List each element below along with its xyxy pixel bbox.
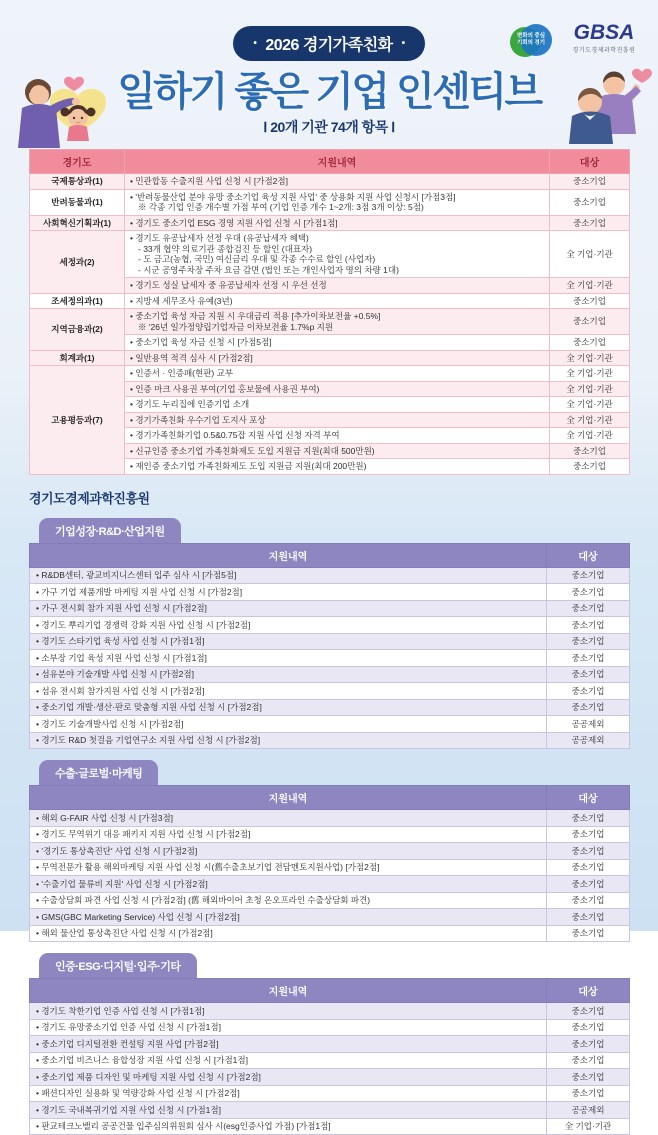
target-cell: 중소기업 — [547, 810, 630, 827]
table-row — [30, 584, 630, 601]
table-row — [30, 1019, 630, 1036]
gbsa-logo — [560, 22, 648, 54]
support-cell: • 무역전문가 활용 해외마케팅 지원 사업 신청 시(舊수출초보기업 전담멘토지원사업) [가점2점] — [30, 859, 547, 876]
table-row — [30, 732, 630, 749]
support-cell — [125, 366, 550, 382]
target-cell: 공공제외 — [547, 1102, 630, 1119]
table-row — [30, 617, 630, 634]
target-cell: 중소기업 — [547, 843, 630, 860]
support-cell: • 해외 G-FAIR 사업 신청 시 [가점3점] — [30, 810, 547, 827]
support-line: • 일반용역 적격 심사 시 [가점2점] — [130, 352, 253, 363]
support-line: - 도 금고(농협, 국민) 여신금리 우대 및 각종 수수료 할인 (사업자) — [138, 254, 376, 264]
target-cell: 중소기업 — [547, 683, 630, 700]
support-cell: • 중소기업 디지털전환 컨설팅 지원 사업 [가점2점] — [30, 1036, 547, 1053]
poster-header — [0, 0, 658, 137]
table-row — [30, 666, 630, 683]
support-line: - 시군 공영주차장 주차 요금 감면 (법인 또는 개인사업자 명의 차량 1대) — [138, 264, 399, 275]
support-line: • 경기가족친화 우수기업 도지사 포상 — [130, 414, 266, 425]
support-cell — [125, 309, 550, 335]
support-cell: • 경기도 기술개발사업 신청 시 [가점2점] — [30, 716, 547, 733]
support-cell — [125, 428, 550, 444]
target-cell: 중소기업 — [550, 459, 630, 475]
target-cell: 중소기업 — [547, 1036, 630, 1053]
table-row — [30, 174, 630, 190]
dept-cell: 국제통상과(1) — [30, 174, 125, 190]
support-line: • 중소기업 육성 자금 지원 시 우대금리 적용 [추가이차보전율 +0.5%] — [130, 311, 381, 321]
target-cell: 중소기업 — [547, 892, 630, 909]
col-header-target: 대상 — [547, 543, 630, 567]
support-cell: • 중소기업 개발·생산·판로 맞춤형 지원 사업 신청 시 [가점2점] — [30, 699, 547, 716]
target-cell: 全 기업·기관 — [550, 428, 630, 444]
target-cell: 全 기업·기관 — [550, 278, 630, 294]
dept-cell: 세정과(2) — [30, 231, 125, 294]
col-header-support: 지원내역 — [30, 543, 547, 567]
table-row — [30, 215, 630, 231]
target-cell: 중소기업 — [547, 567, 630, 584]
table-row — [30, 189, 630, 215]
table-row — [30, 231, 630, 278]
support-cell: • 판교테크노밸리 공공건물 입주심의위원회 심사 시(esg인증사업 가점) [가점1점] — [30, 1118, 547, 1135]
badge-dot-left: • — [253, 37, 257, 49]
target-cell: 全 기업·기관 — [550, 231, 630, 278]
support-cell: • 가구 전시회 참가 지원 사업 신청 시 [가점2점] — [30, 600, 547, 617]
support-cell: • 해외 물산업 통상촉진단 사업 신청 시 [가점2점] — [30, 925, 547, 942]
table-row — [30, 1102, 630, 1119]
support-line: • 경기가족친화기업 0.5&0.75잡 지원 사업 신청 자격 부여 — [130, 430, 340, 440]
export-global-table — [29, 785, 630, 942]
tab-cert-esg-digital: 인증·ESG·디지털·입주·기타 — [39, 953, 197, 978]
table-header-row — [30, 543, 630, 567]
support-cell — [125, 335, 550, 351]
support-cell: • 경기도 착한기업 인증 사업 신청 시 [가점1점] — [30, 1003, 547, 1020]
target-cell: 중소기업 — [550, 174, 630, 190]
support-cell: • 경기도 뿌리기업 경쟁력 강화 지원 사업 신청 시 [가점2점] — [30, 617, 547, 634]
support-line: - 33개 협약 의료기관 종합검진 등 할인 (대표자) — [138, 243, 313, 254]
family-illustration-right — [554, 64, 658, 144]
dept-cell: 사회혁신기획과(1) — [30, 215, 125, 231]
support-line: • 인증 마크 사용권 부여(기업 홍보물에 사용권 부여) — [130, 383, 320, 394]
target-cell: 중소기업 — [547, 1069, 630, 1086]
col-header-dept: 경기도 — [30, 150, 125, 174]
support-cell — [125, 350, 550, 366]
table-header-row — [30, 786, 630, 810]
support-cell: • 중소기업 제품 디자인 및 마케팅 지원 사업 신청 시 [가점2점] — [30, 1069, 547, 1086]
col-header-support: 지원내역 — [125, 150, 550, 174]
table-row — [30, 366, 630, 382]
table-row — [30, 1069, 630, 1086]
target-cell: 全 기업·기관 — [550, 366, 630, 382]
col-header-target: 대상 — [550, 150, 630, 174]
seal-line1: 변화의 중심 — [516, 33, 546, 39]
cert-esg-digital-table — [29, 978, 630, 1135]
support-line: • 인증서 · 인증패(현판) 교부 — [130, 368, 234, 378]
support-cell — [125, 397, 550, 413]
tab-export-global-marketing: 수출·글로벌·마케팅 — [39, 760, 158, 785]
support-line: • 경기도 중소기업 ESG 경영 지원 사업 신청 시 [가점1점] — [130, 217, 338, 228]
page-title: 일하기 좋은 기업 인센티브 — [117, 70, 541, 114]
table-row — [30, 600, 630, 617]
support-cell: • 경기도 국내복귀기업 지원 사업 신청 시 [가점1점] — [30, 1102, 547, 1119]
badge-dot-right: • — [401, 37, 405, 49]
support-cell: • '경기도 통상촉진단' 사업 신청 시 [가점2점] — [30, 843, 547, 860]
table-row — [30, 293, 630, 309]
table-row — [30, 859, 630, 876]
support-cell: • 경기도 R&D 첫걸음 기업연구소 지원 사업 신청 시 [가점2점] — [30, 732, 547, 749]
table-row — [30, 716, 630, 733]
col-header-support: 지원내역 — [30, 786, 547, 810]
table-row — [30, 810, 630, 827]
target-cell: 중소기업 — [550, 189, 630, 215]
table-row — [30, 843, 630, 860]
table-row — [30, 826, 630, 843]
target-cell: 중소기업 — [547, 876, 630, 893]
support-line: ※ '26년 일가정양립기업자금 이차보전율 1.7%p 지원 — [138, 321, 334, 332]
target-cell: 중소기업 — [547, 1019, 630, 1036]
tab-growth-rnd-industry: 기업성장·R&D·산업지원 — [39, 518, 181, 543]
target-cell: 全 기업·기관 — [550, 381, 630, 397]
support-cell: • 경기도 스타기업 육성 사업 신청 시 [가점1점] — [30, 633, 547, 650]
target-cell: 중소기업 — [550, 443, 630, 459]
support-cell — [125, 231, 550, 278]
support-line: • 민관합동 수출지원 사업 신청 시 [가점2점] — [130, 176, 288, 186]
agency-block-export — [29, 760, 629, 942]
growth-rnd-table — [29, 543, 630, 750]
badge-label: 2026 경기가족친화 — [265, 37, 393, 54]
gbsa-wordmark: GBSA — [573, 21, 635, 44]
support-cell — [125, 293, 550, 309]
support-cell: • 패션디자인 실용화 및 역량강화 사업 신청 시 [가점2점] — [30, 1085, 547, 1102]
target-cell: 중소기업 — [547, 1003, 630, 1020]
table-row — [30, 350, 630, 366]
support-cell — [125, 443, 550, 459]
dept-cell: 지역금융과(2) — [30, 309, 125, 351]
table-row — [30, 1036, 630, 1053]
table-row — [30, 633, 630, 650]
table-row — [30, 683, 630, 700]
support-cell — [125, 412, 550, 428]
support-cell — [125, 278, 550, 294]
support-line: • 중소기업 육성 자금 신청 시 [가점5점] — [130, 337, 272, 347]
dept-cell: 조세정의과(1) — [30, 293, 125, 309]
support-line: • 경기도 누리집에 인증기업 소개 — [130, 399, 250, 409]
agency-block-growth — [29, 518, 629, 750]
support-line: • 경기도 성실 납세자 중 유공납세자 선정 시 우선 선정 — [130, 280, 327, 290]
col-header-target: 대상 — [547, 786, 630, 810]
family-illustration-left — [12, 70, 124, 148]
support-cell — [125, 381, 550, 397]
col-header-target: 대상 — [547, 979, 630, 1003]
dept-cell: 회계과(1) — [30, 350, 125, 366]
target-cell: 全 기업·기관 — [550, 397, 630, 413]
support-cell — [125, 174, 550, 190]
table-row — [30, 1052, 630, 1069]
table-row — [30, 909, 630, 926]
support-cell — [125, 189, 550, 215]
table-row — [30, 892, 630, 909]
table-header-row — [30, 150, 630, 174]
target-cell: 중소기업 — [547, 617, 630, 634]
target-cell: 중소기업 — [550, 215, 630, 231]
target-cell: 중소기업 — [547, 925, 630, 942]
support-cell — [125, 459, 550, 475]
target-cell: 중소기업 — [547, 1085, 630, 1102]
table-row — [30, 925, 630, 942]
gyeonggi-seal-logo — [510, 24, 552, 64]
support-cell: • 소부장 기업 육성 지원 사업 신청 시 [가점1점] — [30, 650, 547, 667]
target-cell: 중소기업 — [547, 859, 630, 876]
target-cell: 중소기업 — [547, 826, 630, 843]
target-cell: 중소기업 — [547, 650, 630, 667]
gbsa-caption: 경기도경제과학진흥원 — [572, 48, 636, 54]
support-cell: • 수출상담회 파견 사업 신청 시 [가점2점] (舊 해외바이어 초청 온오프라인 수출상담회 파견) — [30, 892, 547, 909]
support-cell: • 경기도 무역위기 대응 패키지 지원 사업 신청 시 [가점2점] — [30, 826, 547, 843]
support-cell: • 경기도 유망중소기업 인증 사업 신청 시 [가점1점] — [30, 1019, 547, 1036]
table-row — [30, 876, 630, 893]
target-cell: 全 기업·기관 — [547, 1118, 630, 1135]
target-cell: 중소기업 — [547, 699, 630, 716]
target-cell: 全 기업·기관 — [550, 350, 630, 366]
target-cell: 중소기업 — [547, 584, 630, 601]
table-header-row — [30, 979, 630, 1003]
dept-cell: 고용평등과(7) — [30, 366, 125, 475]
target-cell: 중소기업 — [547, 600, 630, 617]
year-badge — [233, 26, 424, 61]
table-row — [30, 309, 630, 335]
target-cell: 중소기업 — [550, 335, 630, 351]
seal-line2: 기회의 경기 — [516, 40, 546, 46]
support-line: • 지방세 세무조사 유예(3년) — [130, 295, 233, 306]
table-row — [30, 1003, 630, 1020]
agency-section-title: 경기도경제과학진흥원 — [29, 490, 150, 506]
dept-cell: 반려동물과(1) — [30, 189, 125, 215]
support-line: ※ 각종 기업 인증 개수별 가점 부여 (기업 인증 개수 1~2개: 3점 3개 이상: 5점) — [138, 202, 424, 212]
support-cell: • R&DB센터, 광교비지니스센터 입주 심사 시 [가점5점] — [30, 567, 547, 584]
target-cell: 공공제외 — [547, 716, 630, 733]
target-cell: 공공제외 — [547, 732, 630, 749]
target-cell: 중소기업 — [547, 1052, 630, 1069]
support-cell: • 중소기업 비즈니스 융합성장 지원 사업 신청 시 [가점1점] — [30, 1052, 547, 1069]
seal-text — [510, 33, 552, 47]
support-cell — [125, 215, 550, 231]
support-line: • 경기도 유공납세자 선정 우대 (유공납세자 혜택) — [130, 233, 309, 243]
target-cell: 중소기업 — [550, 293, 630, 309]
support-cell: • GMS(GBC Marketing Service) 사업 신청 시 [가점2점] — [30, 909, 547, 926]
support-cell: • 섬유분야 기술개발 사업 신청 시 [가점2점] — [30, 666, 547, 683]
agency-block-cert — [29, 953, 629, 1135]
gyeonggi-province-table — [29, 149, 630, 475]
col-header-support: 지원내역 — [30, 979, 547, 1003]
target-cell: 全 기업·기관 — [550, 412, 630, 428]
target-cell: 중소기업 — [547, 666, 630, 683]
table-row — [30, 699, 630, 716]
table-row — [30, 1118, 630, 1135]
support-cell: • '수출기업 물류비 지원' 사업 신청 시 [가점2점] — [30, 876, 547, 893]
target-cell: 중소기업 — [547, 909, 630, 926]
table-row — [30, 1085, 630, 1102]
target-cell: 중소기업 — [550, 309, 630, 335]
support-cell: • 섬유 전시회 참가지원 사업 신청 시 [가점2점] — [30, 683, 547, 700]
support-line: • 신규인증 중소기업 가족친화제도 도입 지원금 지원(최대 500만원) — [130, 445, 375, 456]
support-line: • '반려동물산업 분야 유망 중소기업 육성 지원 사업' 중 상용화 지원 사업 신청시 [가점3점] — [130, 191, 456, 202]
support-line: • 재인증 중소기업 가족친화제도 도입 지원금 지원(최대 200만원) — [130, 461, 367, 471]
target-cell: 중소기업 — [547, 633, 630, 650]
table-row — [30, 650, 630, 667]
page-subtitle: Ⅰ 20개 기관 74개 항목 Ⅰ — [263, 119, 395, 135]
support-cell: • 가구 기업 제품개발 마케팅 지원 사업 신청 시 [가점2점] — [30, 584, 547, 601]
table-row — [30, 567, 630, 584]
